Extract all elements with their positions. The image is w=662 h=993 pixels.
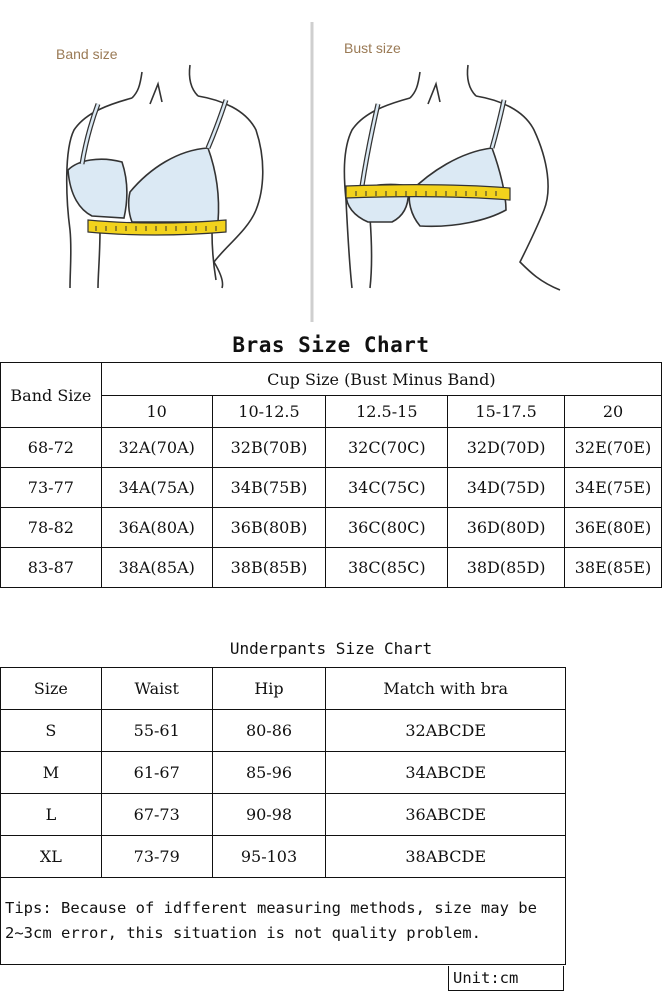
waist-cell: 67-73 xyxy=(101,794,212,836)
size-cell: 32A(70A) xyxy=(101,428,212,468)
size-cell: XL xyxy=(1,836,102,878)
size-cell: 38A(85A) xyxy=(101,548,212,588)
cup-size-header: Cup Size (Bust Minus Band) xyxy=(101,363,661,396)
size-cell: 38B(85B) xyxy=(212,548,326,588)
cup-column-header: 15-17.5 xyxy=(448,396,565,428)
column-header: Hip xyxy=(212,668,326,710)
size-cell: 34B(75B) xyxy=(212,468,326,508)
cup-column-header: 10 xyxy=(101,396,212,428)
hip-cell: 95-103 xyxy=(212,836,326,878)
band-cell: 73-77 xyxy=(1,468,102,508)
unit-label: Unit:cm xyxy=(448,966,564,991)
waist-cell: 61-67 xyxy=(101,752,212,794)
column-header: Match with bra xyxy=(326,668,566,710)
match-cell: 36ABCDE xyxy=(326,794,566,836)
band-size-label: Band size xyxy=(56,46,118,62)
column-header: Waist xyxy=(101,668,212,710)
size-cell: M xyxy=(1,752,102,794)
match-cell: 32ABCDE xyxy=(326,710,566,752)
table-row xyxy=(1,428,662,468)
table-header-row xyxy=(1,668,566,710)
band-cell: 78-82 xyxy=(1,508,102,548)
column-header: Size xyxy=(1,668,102,710)
bras-chart-title: Bras Size Chart xyxy=(232,333,430,357)
table-row xyxy=(1,836,566,878)
size-cell: 36E(80E) xyxy=(565,508,662,548)
band-cell: 83-87 xyxy=(1,548,102,588)
table-row xyxy=(1,752,566,794)
cup-column-header: 20 xyxy=(565,396,662,428)
size-cell: 38E(85E) xyxy=(565,548,662,588)
underpants-chart-title: Underpants Size Chart xyxy=(229,639,433,658)
size-cell: 38C(85C) xyxy=(326,548,448,588)
size-cell: 36C(80C) xyxy=(326,508,448,548)
size-cell: 32C(70C) xyxy=(326,428,448,468)
table-row xyxy=(1,710,566,752)
size-cell: S xyxy=(1,710,102,752)
band-size-header: Band Size xyxy=(1,363,102,428)
size-cell: 32D(70D) xyxy=(448,428,565,468)
bust-size-label: Bust size xyxy=(344,40,401,56)
measurement-illustration xyxy=(0,0,662,330)
band-size-figure xyxy=(67,65,263,288)
table-row xyxy=(1,548,662,588)
cup-column-header: 10-12.5 xyxy=(212,396,326,428)
waist-cell: 73-79 xyxy=(101,836,212,878)
size-cell: 34C(75C) xyxy=(326,468,448,508)
size-cell: 36A(80A) xyxy=(101,508,212,548)
match-cell: 34ABCDE xyxy=(326,752,566,794)
size-cell: 34D(75D) xyxy=(448,468,565,508)
size-cell: 38D(85D) xyxy=(448,548,565,588)
bust-size-figure xyxy=(344,65,560,290)
cup-column-header: 12.5-15 xyxy=(326,396,448,428)
hip-cell: 80-86 xyxy=(212,710,326,752)
size-cell: 36B(80B) xyxy=(212,508,326,548)
size-cell: L xyxy=(1,794,102,836)
table-row xyxy=(1,508,662,548)
size-cell: 34E(75E) xyxy=(565,468,662,508)
hip-cell: 90-98 xyxy=(212,794,326,836)
band-cell: 68-72 xyxy=(1,428,102,468)
size-cell: 36D(80D) xyxy=(448,508,565,548)
waist-cell: 55-61 xyxy=(101,710,212,752)
match-cell: 38ABCDE xyxy=(326,836,566,878)
underpants-size-table xyxy=(0,667,566,965)
size-cell: 34A(75A) xyxy=(101,468,212,508)
size-cell: 32E(70E) xyxy=(565,428,662,468)
table-row xyxy=(1,794,566,836)
tips-text: Tips: Because of idfferent measuring methods, size may be 2~3cm error, this situation is not quality problem. xyxy=(1,878,566,965)
hip-cell: 85-96 xyxy=(212,752,326,794)
size-cell: 32B(70B) xyxy=(212,428,326,468)
bras-size-table xyxy=(0,362,662,588)
table-row xyxy=(1,468,662,508)
